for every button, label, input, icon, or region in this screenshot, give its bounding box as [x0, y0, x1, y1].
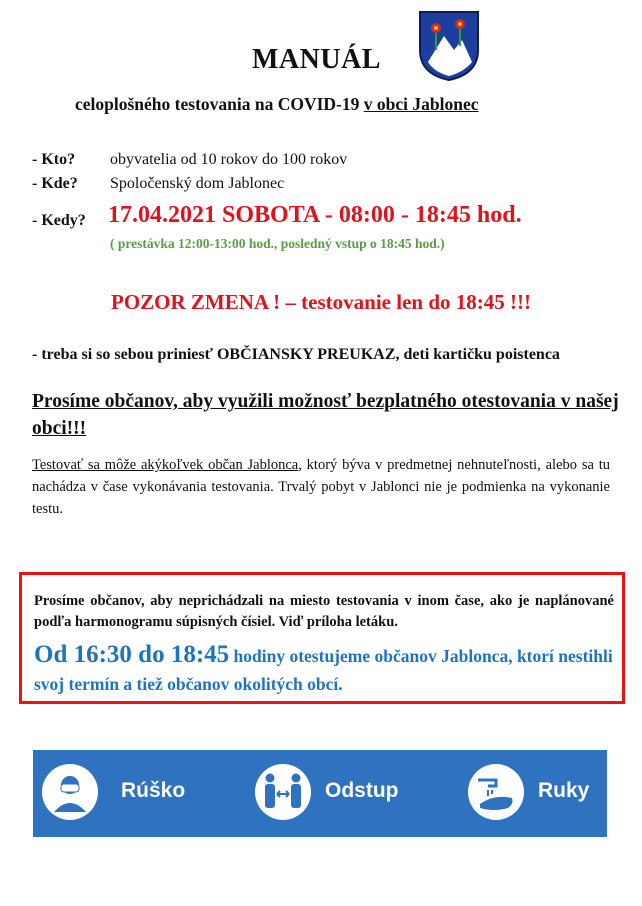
eligibility-rest: , ktorý býva v predmetnej nehnuteľnosti, alebo sa tu nachádza v čase vykonávania testovania. Trvalý pobyt v Jablonci nie je podmienka na vykonanie testu. — [32, 457, 610, 517]
break-note: ( prestávka 12:00-13:00 hod., posledný vstup o 18:45 hod.) — [110, 236, 445, 251]
page-subtitle — [75, 94, 479, 115]
banner-label-distance: Odstup — [325, 779, 399, 802]
late-testing-time: Od 16:30 do 18:45 — [34, 641, 230, 668]
late-testing-rest: hodiny otestujeme občanov Jablonca, ktorí nestihli svoj termín a tiež občanov okolitých obcí. — [34, 646, 613, 694]
where-value: Spoločenský dom Jablonec — [110, 175, 285, 192]
appeal-heading: Prosíme občanov, aby využili možnosť bezplatného otestovania v našej obci!!! — [32, 391, 619, 439]
banner-label-mask: Rúško — [121, 779, 186, 802]
late-testing-info — [34, 641, 619, 698]
where-label: - Kde? — [32, 175, 78, 192]
who-label: - Kto? — [32, 151, 76, 168]
bring-documents: - treba si so sebou priniesť OBČIANSKY PREUKAZ, deti kartičku poistenca — [32, 346, 560, 363]
hand-wash-icon — [468, 764, 524, 820]
page-title: MANUÁL — [252, 44, 381, 75]
safety-banner — [33, 750, 607, 837]
where-row — [32, 175, 285, 193]
who-row — [32, 151, 348, 169]
crest-logo — [418, 10, 480, 82]
distance-icon — [255, 764, 311, 820]
eligibility-underlined: Testovať sa môže akýkoľvek občan Jablonca — [32, 457, 299, 473]
change-alert: POZOR ZMENA ! – testovanie len do 18:45 !!! — [111, 290, 531, 314]
when-label: - Kedy? — [32, 212, 86, 229]
banner-label-hands: Ruky — [538, 779, 590, 802]
notice-box — [19, 572, 625, 704]
eligibility-note — [32, 454, 610, 520]
subtitle-place: v obci Jablonec — [363, 94, 479, 114]
notice-text: Prosíme občanov, aby neprichádzali na miesto testovania v inom čase, ako je naplánované podľa harmonogramu súpisných čísiel. Viď príloha letáku. — [34, 593, 614, 630]
subtitle-text: celoplošného testovania na COVID-19 — [75, 94, 364, 114]
face-mask-icon — [42, 764, 98, 820]
who-value: obyvatelia od 10 rokov do 100 rokov — [110, 151, 348, 168]
when-value: 17.04.2021 SOBOTA - 08:00 - 18:45 hod. — [108, 202, 522, 228]
